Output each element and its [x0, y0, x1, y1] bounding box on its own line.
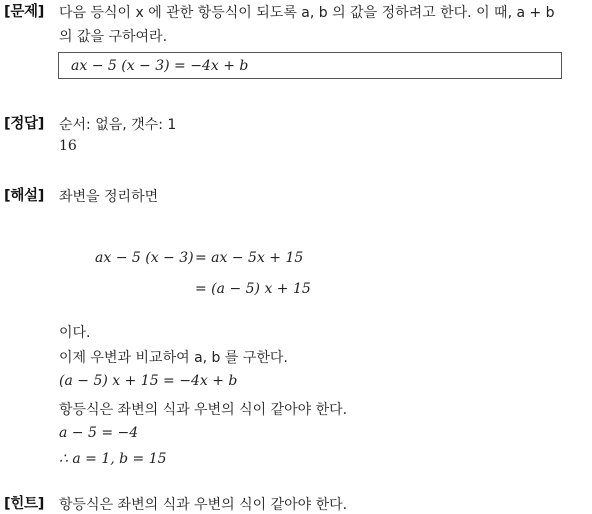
- solution-line-identity: 항등식은 좌변의 식과 우변의 식이 같아야 한다.: [59, 402, 348, 418]
- answer-meta: 순서: 없음, 갯수: 1: [59, 117, 177, 133]
- solution-line-ida: 이다.: [59, 325, 91, 341]
- problem-text-line1: 다음 등식이 x 에 관한 항등식이 되도록 a, b 의 값을 정하려고 한다. 이 때, a + b: [59, 5, 555, 21]
- answer-value: 16: [59, 138, 77, 154]
- solution-intro: 좌변을 정리하면: [59, 189, 159, 205]
- solution-eq1-lhs: ax − 5 (x − 3): [95, 250, 194, 266]
- solution-line-compare: 이제 우변과 비교하여 a, b 를 구한다.: [59, 350, 288, 366]
- solution-label: [해설]: [4, 188, 45, 204]
- solution-eq1-rhs: = ax − 5x + 15: [195, 250, 304, 266]
- solution-eq4: a − 5 = −4: [59, 425, 139, 441]
- hint-text: 항등식은 좌변의 식과 우변의 식이 같아야 한다.: [59, 497, 348, 513]
- equation-box: [58, 52, 562, 79]
- hint-label: [힌트]: [4, 496, 45, 512]
- problem-text-line2: 의 값을 구하여라.: [59, 29, 168, 45]
- solution-eq5: ∴ a = 1, b = 15: [59, 451, 167, 467]
- problem-label: [문제]: [4, 4, 45, 20]
- solution-eq3: (a − 5) x + 15 = −4x + b: [59, 373, 238, 389]
- solution-eq2-rhs: = (a − 5) x + 15: [195, 281, 311, 297]
- answer-label: [정답]: [4, 116, 45, 132]
- problem-equation: ax − 5 (x − 3) = −4x + b: [71, 58, 249, 74]
